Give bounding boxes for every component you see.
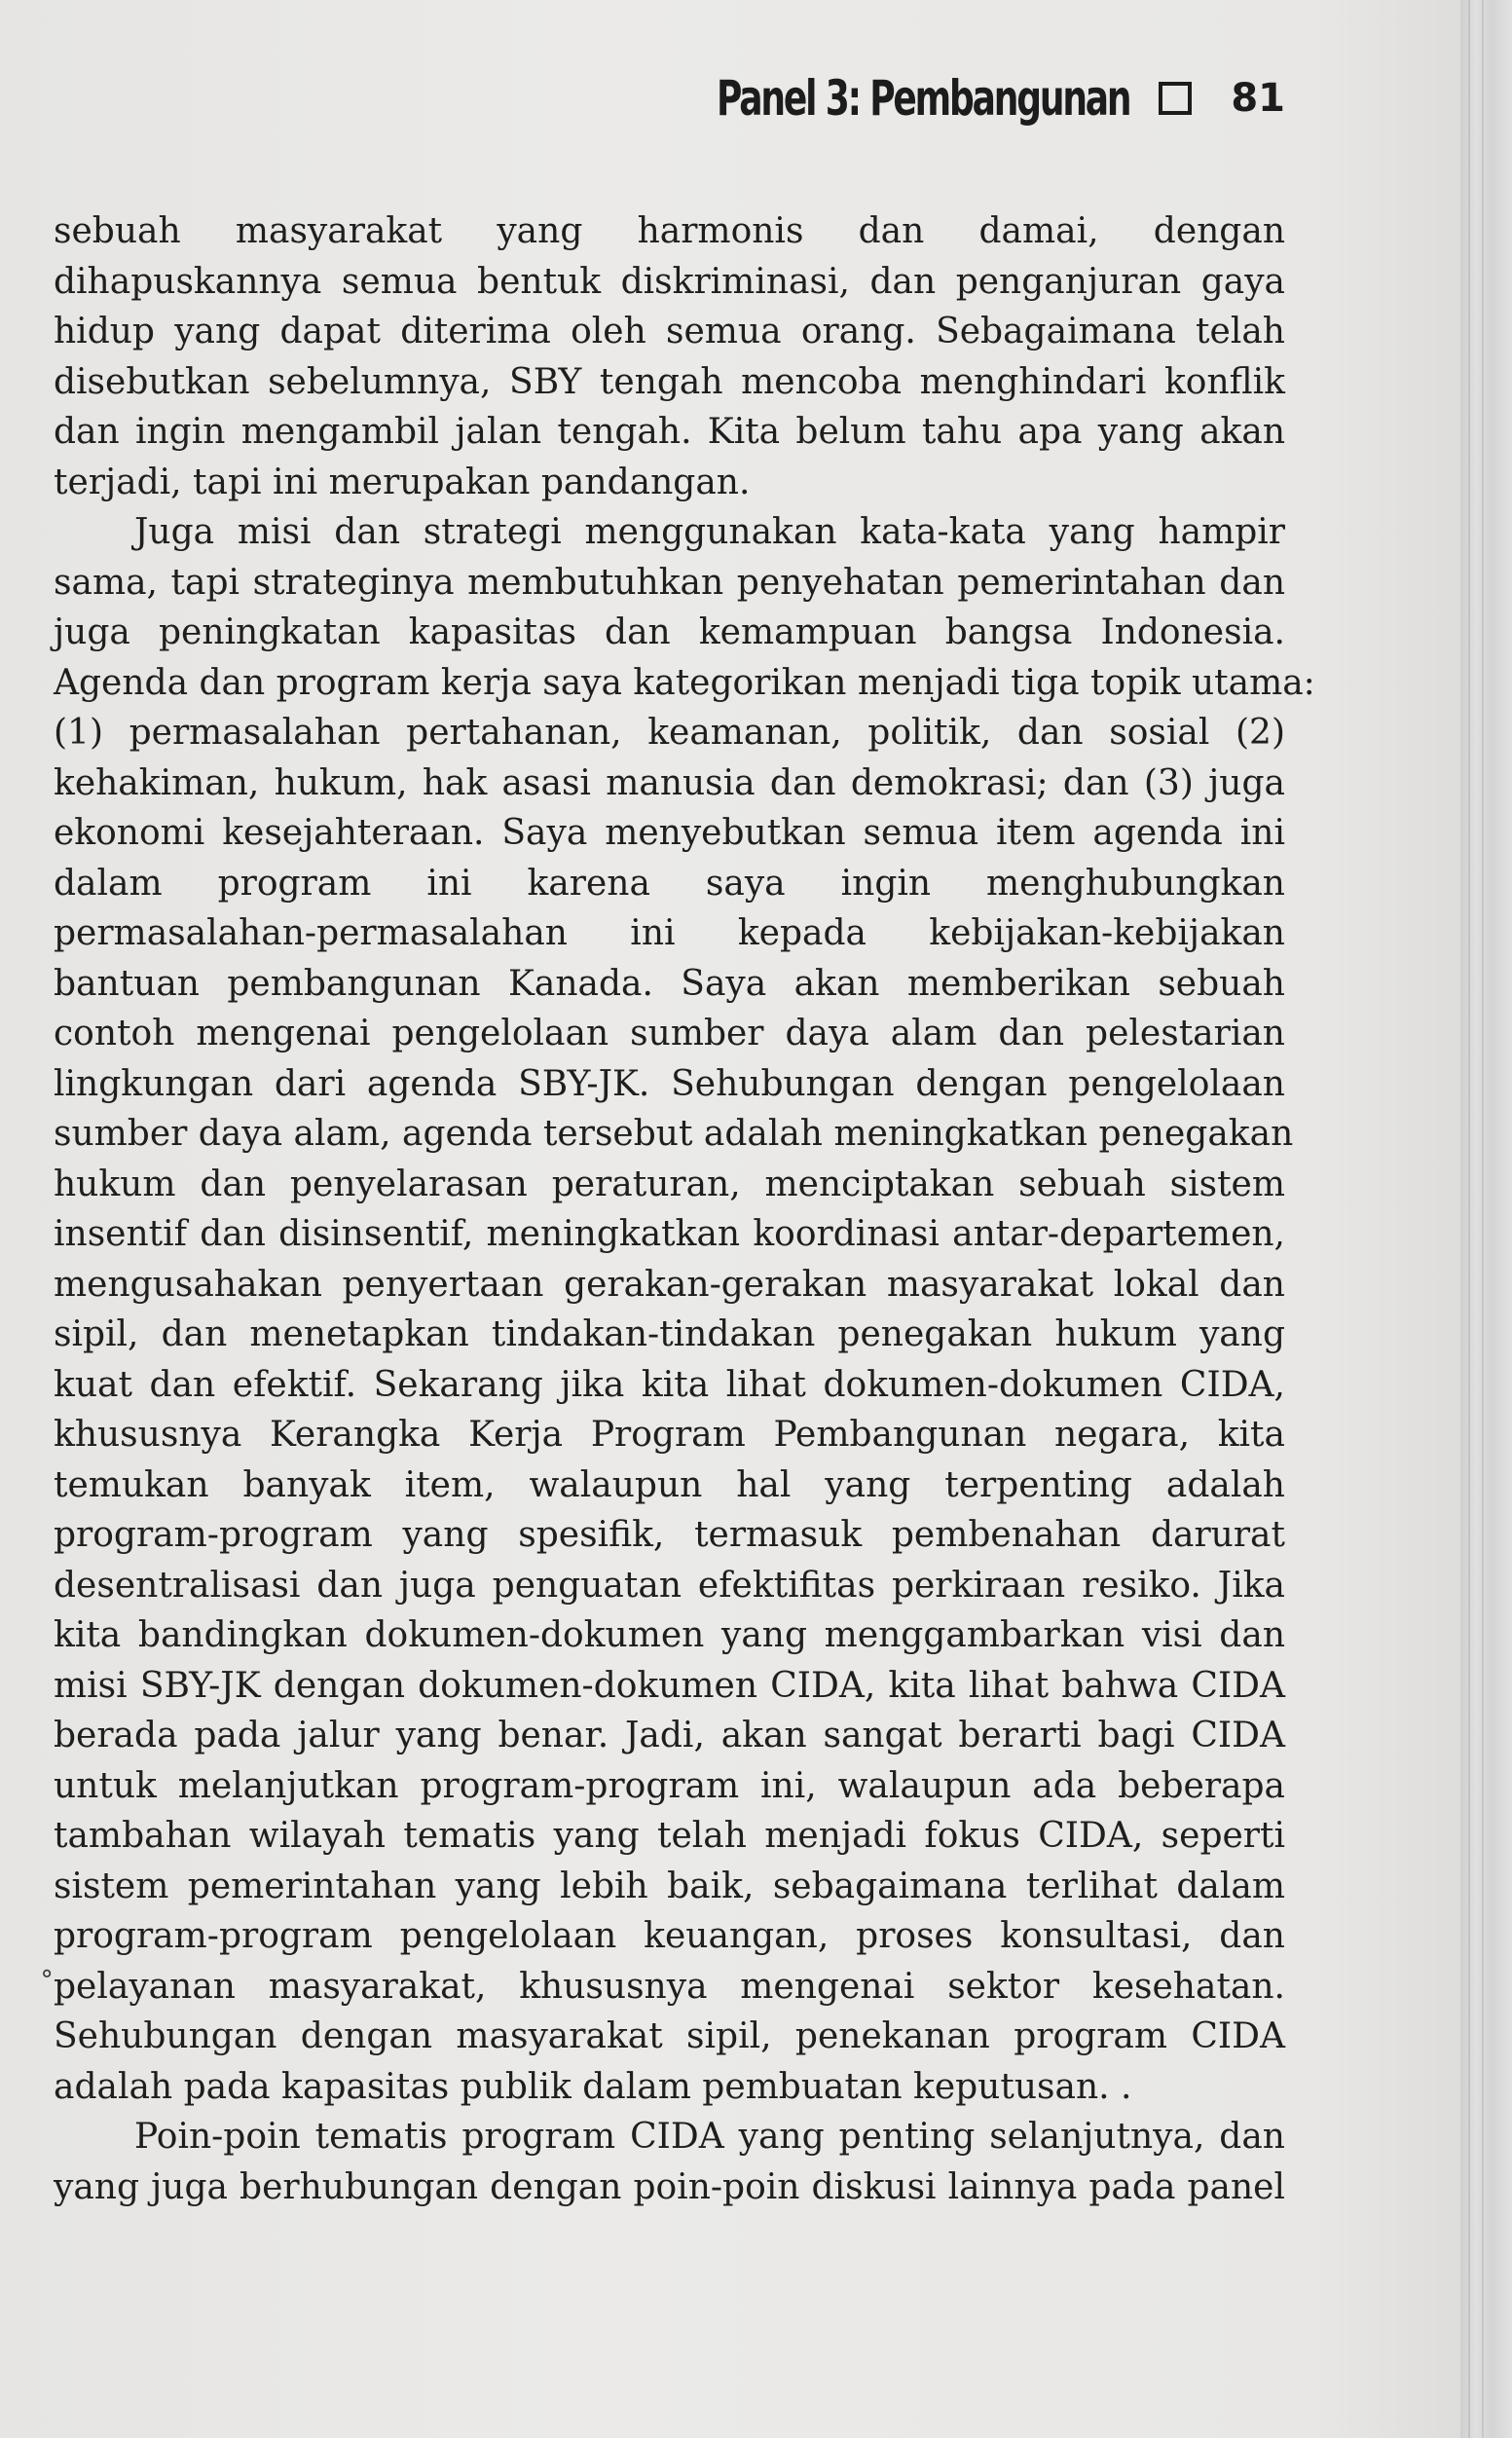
text-line: terjadi, tapi ini merupakan pandangan. [54, 462, 751, 502]
text-line: permasalahan-permasalahan ini kepada kebijakan-kebijakan [54, 913, 1285, 953]
text-line: berada pada jalur yang benar. Jadi, akan sangat berarti bagi CIDA [54, 1716, 1285, 1755]
text-line: kehakiman, hukum, hak asasi manusia dan demokrasi; dan (3) juga [54, 762, 1285, 803]
text-line: sama, tapi strateginya membutuhkan penyehatan pemerintahan dan [54, 562, 1285, 603]
paragraph [54, 2112, 1285, 2212]
text-line: insentif dan disinsentif, meningkatkan koordinasi antar-departemen, [54, 1214, 1285, 1254]
text-line: juga peningkatan kapasitas dan kemampuan bangsa Indonesia. [54, 612, 1285, 652]
body-text [54, 206, 1315, 2212]
text-line: untuk melanjutkan program-program ini, walaupun ada beberapa [54, 1765, 1285, 1806]
text-line: tambahan wilayah tematis yang telah menjadi fokus CIDA, seperti [54, 1816, 1285, 1856]
text-line: hukum dan penyelarasan peraturan, menciptakan sebuah sistem [54, 1164, 1285, 1204]
text-line: adalah pada kapasitas publik dalam pembuatan keputusan. . [54, 2066, 1132, 2107]
text-line: Agenda dan program kerja saya kategorikan menjadi tiga topik utama: [54, 662, 1315, 703]
text-line: disebutkan sebelumnya, SBY tengah mencoba menghindari konflik [54, 361, 1285, 402]
page-header [556, 70, 1285, 127]
text-line: sipil, dan menetapkan tindakan-tindakan penegakan hukum yang [54, 1314, 1285, 1354]
text-line: dalam program ini karena saya ingin menghubungkan [54, 863, 1285, 904]
text-line: Sehubungan dengan masyarakat sipil, penekanan program CIDA [54, 2016, 1285, 2056]
text-line: dihapuskannya semua bentuk diskriminasi, dan penganjuran gaya [54, 261, 1285, 302]
text-line: Juga misi dan strategi menggunakan kata-kata yang hampir [134, 512, 1285, 552]
text-line: kita bandingkan dokumen-dokumen yang menggambarkan visi dan [54, 1615, 1285, 1655]
text-line: dan ingin mengambil jalan tengah. Kita belum tahu apa yang akan [54, 412, 1285, 452]
page-number: 81 [1231, 76, 1285, 121]
text-line: misi SBY-JK dengan dokumen-dokumen CIDA, kita lihat bahwa CIDA [54, 1665, 1285, 1706]
text-line: (1) permasalahan pertahanan, keamanan, politik, dan sosial (2) [54, 713, 1285, 753]
text-line: hidup yang dapat diterima oleh semua orang. Sebagaimana telah [54, 312, 1285, 351]
margin-mark-icon: ∘ [39, 1959, 55, 1988]
text-line: Poin-poin tematis program CIDA yang penting selanjutnya, dan [134, 2117, 1285, 2157]
text-line: ekonomi kesejahteraan. Saya menyebutkan semua item agenda ini [54, 813, 1285, 853]
text-line: kuat dan efektif. Sekarang jika kita lihat dokumen-dokumen CIDA, [54, 1364, 1285, 1405]
text-line: temukan banyak item, walaupun hal yang terpenting adalah [54, 1464, 1285, 1505]
paragraph [54, 507, 1315, 2112]
page-edge [1460, 0, 1512, 2438]
paragraph [54, 206, 1285, 507]
running-title: Panel 3: Pembangunan [716, 70, 1130, 127]
text-line: yang juga berhubungan dengan poin-poin diskusi lainnya pada panel [54, 2166, 1285, 2207]
text-line: mengusahakan penyertaan gerakan-gerakan masyarakat lokal dan [54, 1264, 1285, 1305]
text-line: sumber daya alam, agenda tersebut adalah meningkatkan penegakan [54, 1114, 1294, 1154]
square-icon [1159, 82, 1192, 115]
text-line: pelayanan masyarakat, khususnya mengenai sektor kesehatan. [54, 1966, 1285, 2007]
text-line: khususnya Kerangka Kerja Program Pembangunan negara, kita [54, 1415, 1285, 1455]
text-line: desentralisasi dan juga penguatan efektifitas perkiraan resiko. Jika [54, 1565, 1285, 1606]
text-line: program-program pengelolaan keuangan, proses konsultasi, dan [54, 1916, 1285, 1956]
text-line: lingkungan dari agenda SBY-JK. Sehubungan dengan pengelolaan [54, 1063, 1285, 1104]
text-line: sistem pemerintahan yang lebih baik, sebagaimana terlihat dalam [54, 1865, 1285, 1906]
text-line: contoh mengenai pengelolaan sumber daya alam dan pelestarian [54, 1014, 1285, 1053]
text-line: program-program yang spesifik, termasuk pembenahan darurat [54, 1515, 1285, 1555]
text-line: sebuah masyarakat yang harmonis dan damai, dengan [54, 211, 1285, 251]
text-line: bantuan pembangunan Kanada. Saya akan memberikan sebuah [54, 963, 1285, 1004]
